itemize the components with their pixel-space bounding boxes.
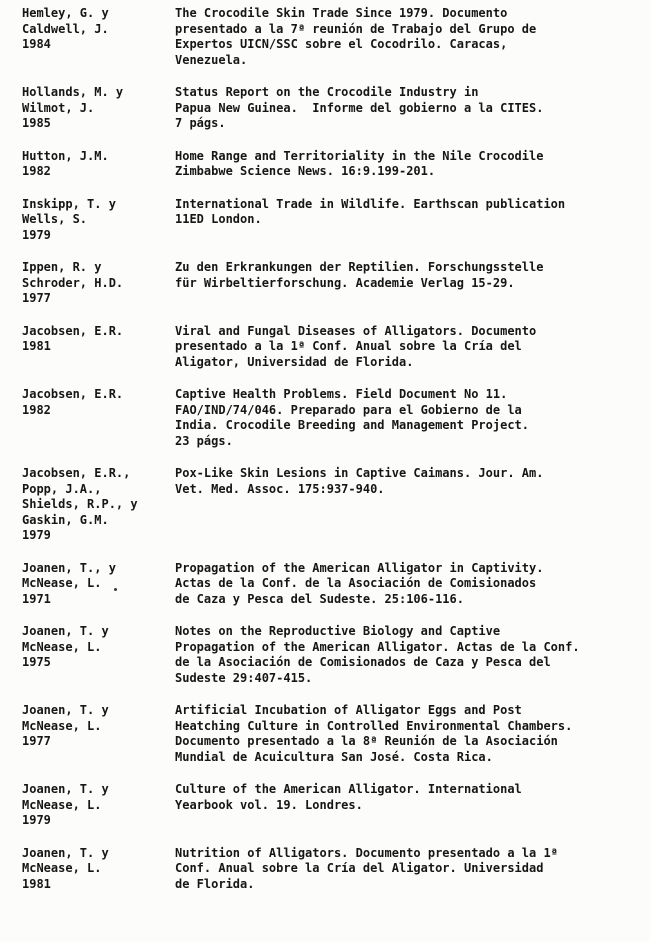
body-line: Venezuela.: [175, 52, 248, 67]
author-line: 1985: [22, 116, 51, 130]
reference-entry: [22, 703, 632, 765]
entry-body: [175, 6, 632, 68]
body-line: Propagation of the American Alligator. Actas de la Conf.: [175, 639, 580, 654]
entry-authors: [22, 149, 175, 180]
body-line: Captive Health Problems. Field Document No 11.: [175, 387, 508, 401]
author-line: 1979: [22, 813, 51, 827]
author-line: 1977: [22, 734, 51, 748]
author-line: Popp, J.A.,: [22, 481, 102, 496]
reference-entry: [22, 561, 632, 608]
body-line: Culture of the American Alligator. International: [175, 782, 522, 796]
scan-artifact-dot: [114, 588, 117, 591]
body-line: Notes on the Reproductive Biology and Captive: [175, 624, 501, 638]
entry-body: [175, 85, 632, 132]
body-line: de Florida.: [175, 876, 255, 891]
author-line: Hutton, J.M.: [22, 148, 109, 163]
body-line: Home Range and Territoriality in the Nile Crocodile: [175, 148, 544, 163]
body-line: Sudeste 29:407-415.: [175, 670, 313, 685]
body-line: Pox-Like Skin Lesions in Captive Caimans. Jour. Am.: [175, 466, 544, 480]
author-line: Wells, S.: [22, 212, 88, 226]
body-line: Artificial Incubation of Alligator Eggs and Post: [175, 703, 522, 717]
body-line: Zu den Erkrankungen der Reptilien. Forschungsstelle: [175, 260, 544, 274]
entry-body: [175, 149, 632, 180]
entry-authors: [22, 387, 175, 449]
body-line: 23 págs.: [175, 433, 233, 448]
entry-authors: [22, 324, 175, 371]
body-line: Aligator, Universidad de Florida.: [175, 354, 414, 369]
body-line: FAO/IND/74/046. Preparado para el Gobierno de la: [175, 402, 522, 417]
body-line: für Wirbeltierforschung. Academie Verlag 15-29.: [175, 275, 515, 290]
body-line: de Caza y Pesca del Sudeste. 25:106-116.: [175, 591, 464, 606]
entry-authors: [22, 6, 175, 68]
author-line: 1979: [22, 227, 51, 242]
body-line: The Crocodile Skin Trade Since 1979. Documento: [175, 6, 508, 20]
reference-entry: [22, 197, 632, 244]
entry-authors: [22, 703, 175, 765]
entry-body: [175, 387, 632, 449]
author-line: Schroder, H.D.: [22, 275, 124, 290]
author-line: Joanen, T. y: [22, 845, 109, 860]
reference-entry: [22, 624, 632, 686]
author-line: Joanen, T. y: [22, 703, 109, 717]
author-line: Hemley, G. y: [22, 6, 109, 20]
body-line: Propagation of the American Alligator in Captivity.: [175, 560, 544, 575]
author-line: Gaskin, G.M.: [22, 512, 109, 527]
author-line: 1982: [22, 402, 51, 417]
author-line: McNease, L.: [22, 797, 102, 812]
body-line: Actas de la Conf. de la Asociación de Comisionados: [175, 576, 537, 590]
author-line: Joanen, T. y: [22, 624, 109, 638]
author-line: Hollands, M. y: [22, 85, 124, 99]
author-line: 1982: [22, 164, 51, 178]
body-line: Documento presentado a la 8ª Reunión de la Asociación: [175, 734, 558, 748]
author-line: Joanen, T. y: [22, 782, 109, 796]
body-line: Zimbabwe Science News. 16:9.199-201.: [175, 164, 436, 178]
body-line: Viral and Fungal Diseases of Alligators. Documento: [175, 323, 537, 338]
author-line: Ippen, R. y: [22, 260, 102, 274]
body-line: Expertos UICN/SSC sobre el Cocodrilo. Caracas,: [175, 37, 508, 51]
reference-entry: [22, 324, 632, 371]
author-line: 1979: [22, 528, 51, 542]
author-line: McNease, L.: [22, 861, 102, 875]
reference-entry: [22, 85, 632, 132]
entry-body: [175, 260, 632, 307]
body-line: Yearbook vol. 19. Londres.: [175, 797, 363, 812]
author-line: 1975: [22, 655, 51, 669]
author-line: Caldwell, J.: [22, 21, 109, 36]
body-line: Papua New Guinea. Informe del gobierno a la CITES.: [175, 100, 544, 115]
author-line: 1981: [22, 339, 51, 353]
reference-entry: [22, 782, 632, 829]
entry-authors: [22, 85, 175, 132]
body-line: India. Crocodile Breeding and Management Project.: [175, 418, 530, 432]
entry-authors: [22, 260, 175, 307]
reference-entry: [22, 387, 632, 449]
entry-body: [175, 197, 632, 244]
reference-entry: [22, 260, 632, 307]
body-line: International Trade in Wildlife. Earthscan publication: [175, 196, 566, 211]
author-line: 1977: [22, 291, 51, 305]
body-line: Vet. Med. Assoc. 175:937-940.: [175, 481, 385, 496]
author-line: Jacobsen, E.R.: [22, 323, 124, 338]
author-line: McNease, L.: [22, 718, 102, 733]
author-line: 1984: [22, 37, 51, 51]
entry-body: [175, 624, 632, 686]
entry-authors: [22, 561, 175, 608]
body-line: presentado a la 7ª reunión de Trabajo del Grupo de: [175, 21, 537, 36]
reference-entry: [22, 846, 632, 893]
author-line: McNease, L.: [22, 639, 102, 654]
author-line: 1981: [22, 876, 51, 891]
entry-body: [175, 466, 632, 544]
reference-entry: [22, 466, 632, 544]
body-line: de la Asociación de Comisionados de Caza y Pesca del: [175, 655, 551, 669]
entry-authors: [22, 466, 175, 544]
body-line: presentado a la 1ª Conf. Anual sobre la Cría del: [175, 339, 522, 353]
entry-body: [175, 324, 632, 371]
author-line: Wilmot, J.: [22, 100, 95, 115]
entry-body: [175, 561, 632, 608]
author-line: Jacobsen, E.R.: [22, 387, 124, 401]
author-line: McNease, L.: [22, 576, 102, 590]
body-line: Nutrition of Alligators. Documento presentado a la 1ª: [175, 845, 558, 860]
author-line: Shields, R.P., y: [22, 497, 138, 511]
author-line: 1971: [22, 591, 51, 606]
body-line: Heatching Culture in Controlled Environmental Chambers.: [175, 718, 573, 733]
entry-body: [175, 703, 632, 765]
author-line: Joanen, T., y: [22, 560, 116, 575]
entry-authors: [22, 846, 175, 893]
body-line: 11ED London.: [175, 212, 262, 226]
entry-body: [175, 782, 632, 829]
entry-authors: [22, 624, 175, 686]
author-line: Jacobsen, E.R.,: [22, 466, 131, 480]
reference-list: [22, 6, 632, 892]
body-line: 7 págs.: [175, 116, 226, 130]
reference-entry: [22, 149, 632, 180]
body-line: Conf. Anual sobre la Cría del Aligator. Universidad: [175, 861, 544, 875]
body-line: Status Report on the Crocodile Industry in: [175, 85, 479, 99]
reference-entry: [22, 6, 632, 68]
entry-authors: [22, 782, 175, 829]
entry-authors: [22, 197, 175, 244]
author-line: Inskipp, T. y: [22, 196, 116, 211]
entry-body: [175, 846, 632, 893]
body-line: Mundial de Acuicultura San José. Costa Rica.: [175, 749, 493, 764]
